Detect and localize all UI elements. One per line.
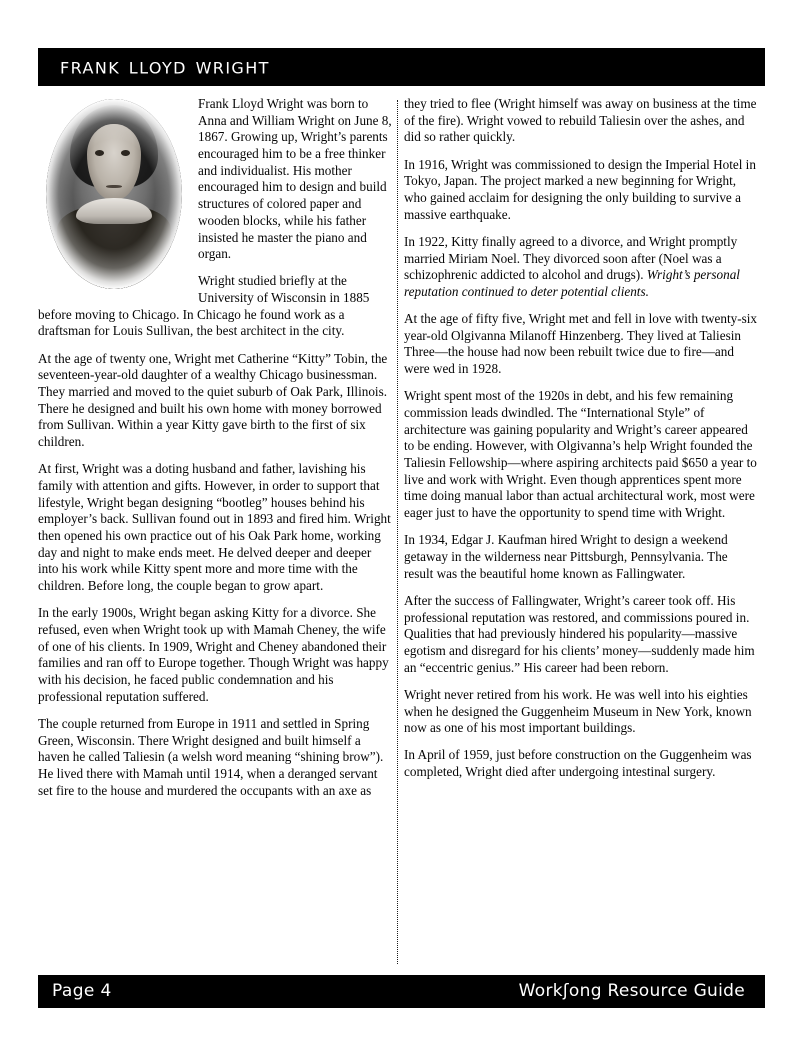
column-divider [397,100,398,964]
page-title: frank lloyd wright [60,53,270,80]
page-footer-bar [38,975,765,1008]
frank-lloyd-wright-photo [46,99,182,289]
paragraph: The couple returned from Europe in 1911 and settled in Spring Green, Wisconsin. There Wright designed and built himself a haven he called Taliesin (a welsh word meaning “shining brow”). He lived there with Mamah until 1914, when a deranged servant set fire to the house and murdered the occupants with an axe as [38,715,384,798]
paragraph: At the age of fifty five, Wright met and fell in love with twenty-six year-old Olgivanna Milanoff Hinzenberg. They lived at Taliesin Three—the house had now been rebuilt twice due to fire—and were wed in 1928. [404,311,758,377]
article-body [38,96,765,966]
page-number: Page 4 [52,980,112,1001]
paragraph: In 1934, Edgar J. Kaufman hired Wright to design a weekend getaway in the wilderness near Pittsburgh, Pennsylvania. The result was the beautiful home known as Fallingwater. [404,532,728,581]
paragraph: Frank Lloyd Wright was born to Anna and William Wright on June 8, 1867. Growing up, Wright’s parents encouraged him to be a free thinker and individualist. His mother encouraged him to design and build structures of colored paper and wooden blocks, while his father insisted he master the piano and organ. [198,96,392,262]
page-header-bar [38,48,765,86]
paragraph: After the success of Fallingwater, Wright’s career took off. His professional reputation was restored, and commissions poured in. Qualities that had previously hindered his popularity—massive egotism and disregard for his clients’ money—suddenly made him an “eccentric genius.” His career had been reborn. [404,592,755,675]
left-column [38,96,393,966]
paragraph: Wright spent most of the 1920s in debt, and his few remaining commission leads dwindled. The “International Style” of architecture was gaining popularity and Wright’s career appeared to be ending. However, with Olgivanna’s help Wright founded the Taliesin Fellowship—where aspiring architects paid $650 a year to live and work with Wright. Even though apprentices spent more time doing manual labor than actual architectural work, most were eager just to have the opportunity to spend time with Wright. [404,388,757,521]
paragraph [404,234,759,301]
paragraph: In April of 1959, just before construction on the Guggenheim was completed, Wright died after undergoing intestinal surgery. [404,747,752,780]
paragraph: At the age of twenty one, Wright met Catherine “Kitty” Tobin, the seventeen-year-old daughter of a wealthy Chicago businessman. They married and moved to the quiet suburb of Oak Park, Illinois. There he designed and built his own home with money borrowed from Sullivan. Within a year Kitty gave birth to the first of six children. [38,350,388,450]
paragraph-italic-text: Wright’s personal reputation continued to deter potential clients. [404,267,740,299]
portrait-figure [42,97,190,297]
photo-oval-vignette [46,99,182,289]
paragraph-text: In 1922, Kitty finally agreed to a divorce, and Wright promptly married Miriam Noel. They divorced soon after (Noel was a schizophrenic addicted to alcohol and drugs). [404,233,738,283]
paragraph: In the early 1900s, Wright began asking Kitty for a divorce. She refused, even when Wright took up with Mamah Cheney, the wife of one of his clients. In 1909, Wright and Cheney abandoned their families and ran off to Europe together. Though Wright was happy with his decision, he faced public condemnation and his professional reputation suffered. [38,605,389,704]
paragraph: In 1916, Wright was commissioned to design the Imperial Hotel in Tokyo, Japan. The project marked a new beginning for Wright, who gained acclaim for designing the only building to survive a massive earthquake. [404,156,756,222]
right-column [404,96,759,966]
paragraph: At first, Wright was a doting husband and father, lavishing his family with attention and gifts. However, in order to support that lifestyle, Wright began designing “bootleg” houses behind his employer’s back. Sullivan found out in 1893 and fired him. Wright then opened his own practice out of his Oak Park home, working day and night to make ends meet. He delved deeper and deeper into his work while Kitty spent more and more time with the children. Before long, the couple began to grow apart. [38,461,391,594]
paragraph: Wright studied briefly at the University of Wisconsin in 1885 before moving to Chicago. In Chicago he found work as a draftsman for Louis Sullivan, the best architect in the city. [38,273,370,339]
guide-title: Workʃong Resource Guide [518,980,745,1001]
paragraph: they tried to flee (Wright himself was away on business at the time of the fire). Wright vowed to rebuild Taliesin over the ashes, and did so rather quickly. [404,96,757,145]
paragraph: Wright never retired from his work. He was well into his eighties when he designed the Guggenheim Museum in New York, known now as one of his most important buildings. [404,686,752,736]
